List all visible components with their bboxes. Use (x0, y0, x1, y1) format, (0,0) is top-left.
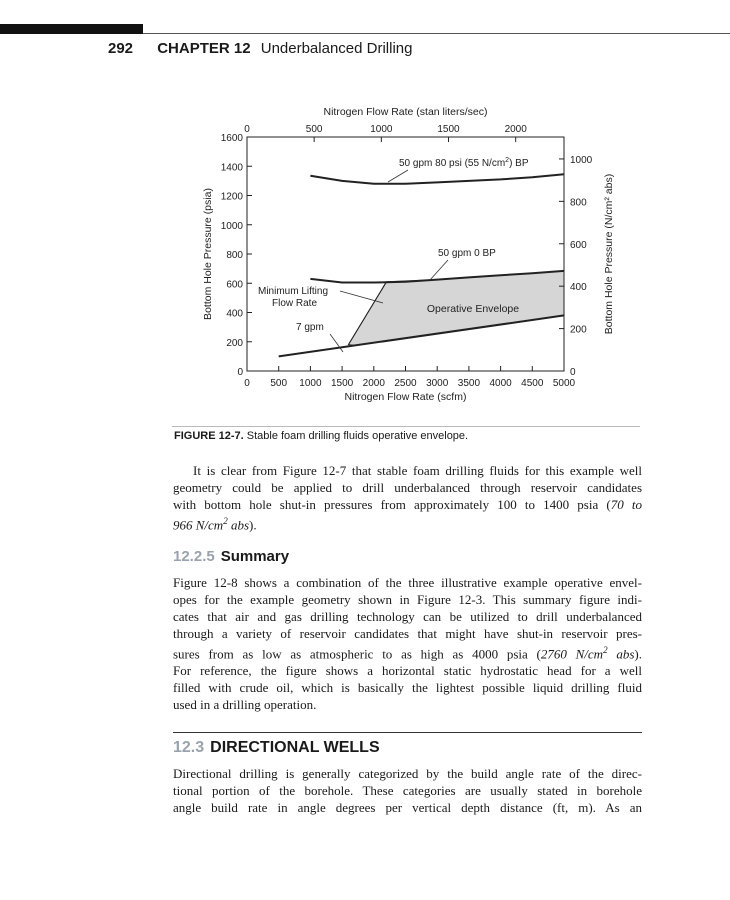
text-line: filled with crude oil, which is basically the lightest possible liquid drilling fluid (173, 680, 642, 696)
text-line: Directional drilling is generally categorized by the build angle rate of the direc- (173, 766, 642, 781)
y-tick-label-right: 0 (570, 367, 576, 378)
chapter-label: CHAPTER 12 (157, 40, 251, 57)
annotation-min-lift-2: Flow Rate (272, 298, 318, 309)
section-heading-directional-wells (173, 739, 380, 757)
leader-line (388, 170, 408, 182)
y-tick-label-right: 1000 (570, 154, 593, 166)
y-tick-label-left: 600 (226, 279, 243, 291)
text-line: 966 $N/cm^2$ abs). (173, 516, 257, 533)
x-tick-label-top: 0 (244, 124, 250, 135)
y-tick-label-left: 1600 (220, 133, 243, 144)
text-line: sures from as low as atmospheric to as high as 4000 psia (2760 $N/cm^2$ abs). (173, 645, 642, 662)
y-tick-label-right: 200 (570, 324, 587, 336)
running-head (108, 40, 413, 57)
annotation-7gpm: 7 gpm (296, 322, 324, 333)
header-bar (0, 24, 143, 34)
x-tick-label-top: 2000 (504, 124, 527, 135)
section-title: DIRECTIONAL WELLS (210, 739, 380, 756)
page-number: 292 (108, 40, 134, 57)
text-line: through a variety of reservoir candidates that might have shut-in reservoir pres- (173, 626, 642, 641)
text-line: used in a drilling operation. (173, 697, 317, 713)
x-tick-label-top: 500 (305, 124, 323, 135)
caption-text: Stable foam drilling fluids operative envelope. (246, 430, 469, 442)
y-axis-label-right: Bottom Hole Pressure (N/cm² abs) (603, 173, 615, 335)
x-tick-label-top: 1500 (437, 124, 460, 135)
x-tick-label-bottom: 2000 (362, 378, 385, 389)
section-number: 12.2.5 (173, 548, 215, 565)
y-tick-label-left: 400 (226, 308, 243, 320)
x-tick-label-bottom: 2500 (394, 378, 417, 389)
text-line: angle build rate in angle degrees per vertical depth distance (ft, m). As an (173, 800, 642, 815)
y-tick-label-right: 800 (570, 197, 587, 209)
chapter-title: Underbalanced Drilling (260, 40, 413, 57)
text-line: with bottom hole shut-in pressures from approximately 100 to 1400 psia (70 to (173, 497, 642, 512)
x-axis-label-bottom: Nitrogen Flow Rate (scfm) (344, 391, 467, 403)
text-line: cates that air and gas drilling technology can be utilized to drill underbalanced (173, 609, 642, 624)
text-line: tional portion of the borehole. These categories are usually stated in borehole (173, 783, 642, 798)
x-tick-label-bottom: 0 (244, 378, 250, 389)
x-tick-label-top: 1000 (370, 124, 393, 135)
annotation-operative-envelope: Operative Envelope (426, 303, 520, 315)
y-tick-label-left: 200 (226, 337, 243, 349)
caption-label: FIGURE 12-7. (174, 430, 244, 442)
y-tick-label-left: 1000 (220, 220, 243, 232)
y-tick-label-left: 1200 (220, 191, 243, 203)
y-tick-label-left: 0 (237, 367, 243, 378)
leader-line (430, 260, 448, 280)
leader-line (340, 291, 383, 303)
text-line: Figure 12-8 shows a combination of the three illustrative example operative envel- (173, 575, 642, 590)
section-heading-summary (173, 548, 289, 565)
x-axis-label-top: Nitrogen Flow Rate (stan liters/sec) (323, 106, 488, 118)
y-tick-label-right: 400 (570, 282, 587, 294)
caption-rule (172, 426, 640, 427)
x-tick-label-bottom: 5000 (552, 378, 576, 389)
section-number: 12.3 (173, 739, 205, 756)
annotation-50gpm-80psi: 50 gpm 80 psi (55 $N/cm^2$) BP (399, 157, 529, 169)
text-line: It is clear from Figure 12-7 that stable foam drilling fluids for this example well (193, 463, 642, 478)
y-axis-label-left: Bottom Hole Pressure (psia) (202, 188, 214, 320)
y-tick-label-right: 600 (570, 239, 587, 251)
paragraph-3 (173, 765, 642, 816)
x-tick-label-bottom: 4500 (521, 378, 544, 389)
x-tick-label-bottom: 3500 (457, 378, 481, 389)
annotation-50gpm-0bp: 50 gpm 0 BP (438, 248, 496, 259)
annotation-min-lift-1: Minimum Lifting (258, 286, 329, 297)
text-line: opes for the example geometry shown in Figure 12-3. This summary figure indi- (173, 592, 642, 607)
x-tick-label-bottom: 1000 (299, 378, 322, 389)
y-tick-label-left: 1400 (220, 162, 243, 174)
y-tick-label-left: 800 (226, 250, 243, 261)
paragraph-1 (173, 462, 642, 533)
text-line: geometry could be applied to drill underbalanced through reservoir candidates (173, 480, 642, 495)
series-line-50gpm-80psi (310, 174, 564, 184)
x-tick-label-bottom: 500 (270, 378, 288, 389)
figure-chart (180, 100, 620, 420)
x-tick-label-bottom: 1500 (330, 378, 354, 389)
x-tick-label-bottom: 4000 (489, 378, 512, 389)
figure-caption (174, 430, 640, 442)
header-rule (143, 33, 730, 34)
section-rule (173, 732, 642, 733)
text-line: For reference, the figure shows a horizontal static hydrostatic head for a well (173, 663, 642, 679)
x-tick-label-bottom: 3000 (426, 378, 449, 389)
paragraph-2 (173, 574, 642, 713)
section-title: Summary (220, 548, 290, 565)
